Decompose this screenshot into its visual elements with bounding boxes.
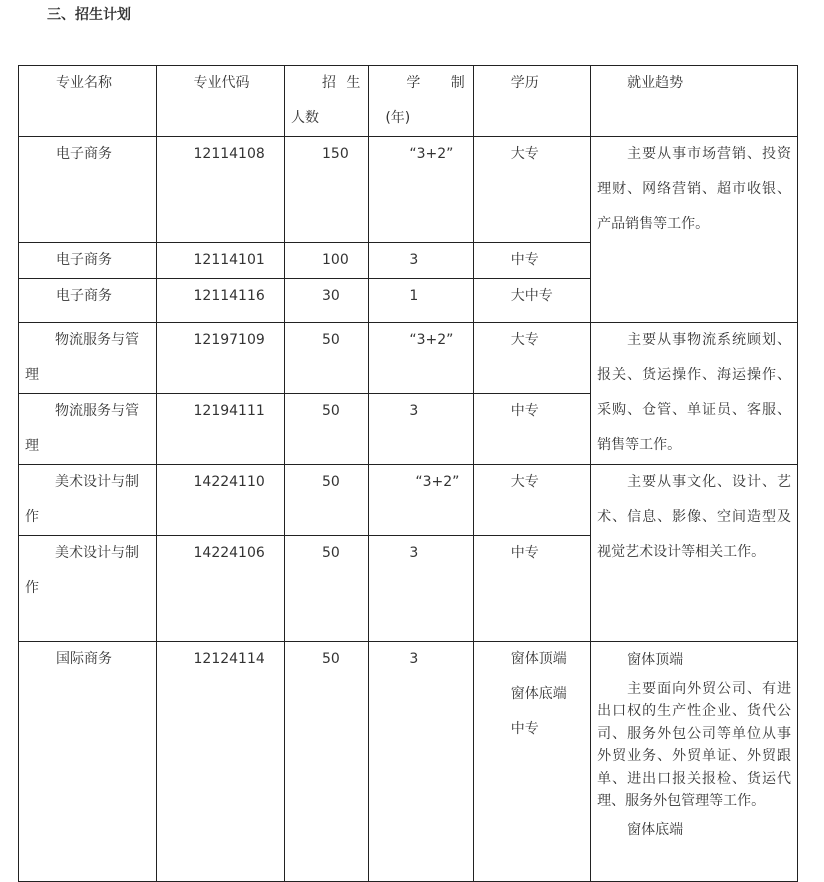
table-header-row [19, 66, 798, 137]
header-code: 专业代码 [156, 66, 284, 137]
header-duration: 学 制 (年) [369, 66, 473, 137]
trend-ecommerce: 主要从事市场营销、投资理财、网络营销、超市收银、产品销售等工作。 [591, 137, 798, 323]
table-row: 美术设计与制作 14224110 50 “3+2” 大专 主要从事文化、设计、艺术、信息、影像、空间造型及视觉艺术设计等相关工作。 [19, 465, 798, 536]
trend-intl: 窗体顶端 主要面向外贸公司、有进出口权的生产性企业、货代公司、服务外包公司等单位从事外贸业务、外贸单证、外贸跟单、进出口报关报检、货运代理、服务外包管理等工作。 窗体底端 [591, 642, 798, 882]
table-row: 电子商务 12114116 30 1 大中专 [19, 279, 798, 323]
header-name: 专业名称 [19, 66, 157, 137]
table-row: 物流服务与管理 12197109 50 “3+2” 大专 主要从事物流系统顾划、报关、货运操作、海运操作、采购、仓管、单证员、客服、销售等工作。 [19, 323, 798, 394]
enrollment-table [18, 65, 798, 882]
table-row: 电子商务 12114108 150 “3+2” 大专 主要从事市场营销、投资理财、网络营销、超市收银、产品销售等工作。 [19, 137, 798, 243]
header-education: 学历 [473, 66, 590, 137]
section-title: 三、招生计划 [47, 7, 131, 23]
table-row: 物流服务与管理 12194111 50 3 中专 [19, 394, 798, 465]
header-enroll: 招 生 人数 [285, 66, 369, 137]
header-trend: 就业趋势 [591, 66, 798, 137]
trend-art: 主要从事文化、设计、艺术、信息、影像、空间造型及视觉艺术设计等相关工作。 [591, 465, 798, 642]
table-row: 电子商务 12114101 100 3 中专 [19, 243, 798, 279]
table-row: 国际商务 12124114 50 3 窗体顶端 窗体底端 中专 窗体顶端 主要面向外贸公司、有进出口权的生产性企业、货代公司、服务外包公司等单位从事外贸业务、外贸单证、外贸跟单、进出口报关报检、货运代理、服务外包管理等工作。 窗体底端 [19, 642, 798, 882]
trend-logistics: 主要从事物流系统顾划、报关、货运操作、海运操作、采购、仓管、单证员、客服、销售等工作。 [591, 323, 798, 465]
table-row: 美术设计与制作 14224106 50 3 中专 [19, 536, 798, 642]
